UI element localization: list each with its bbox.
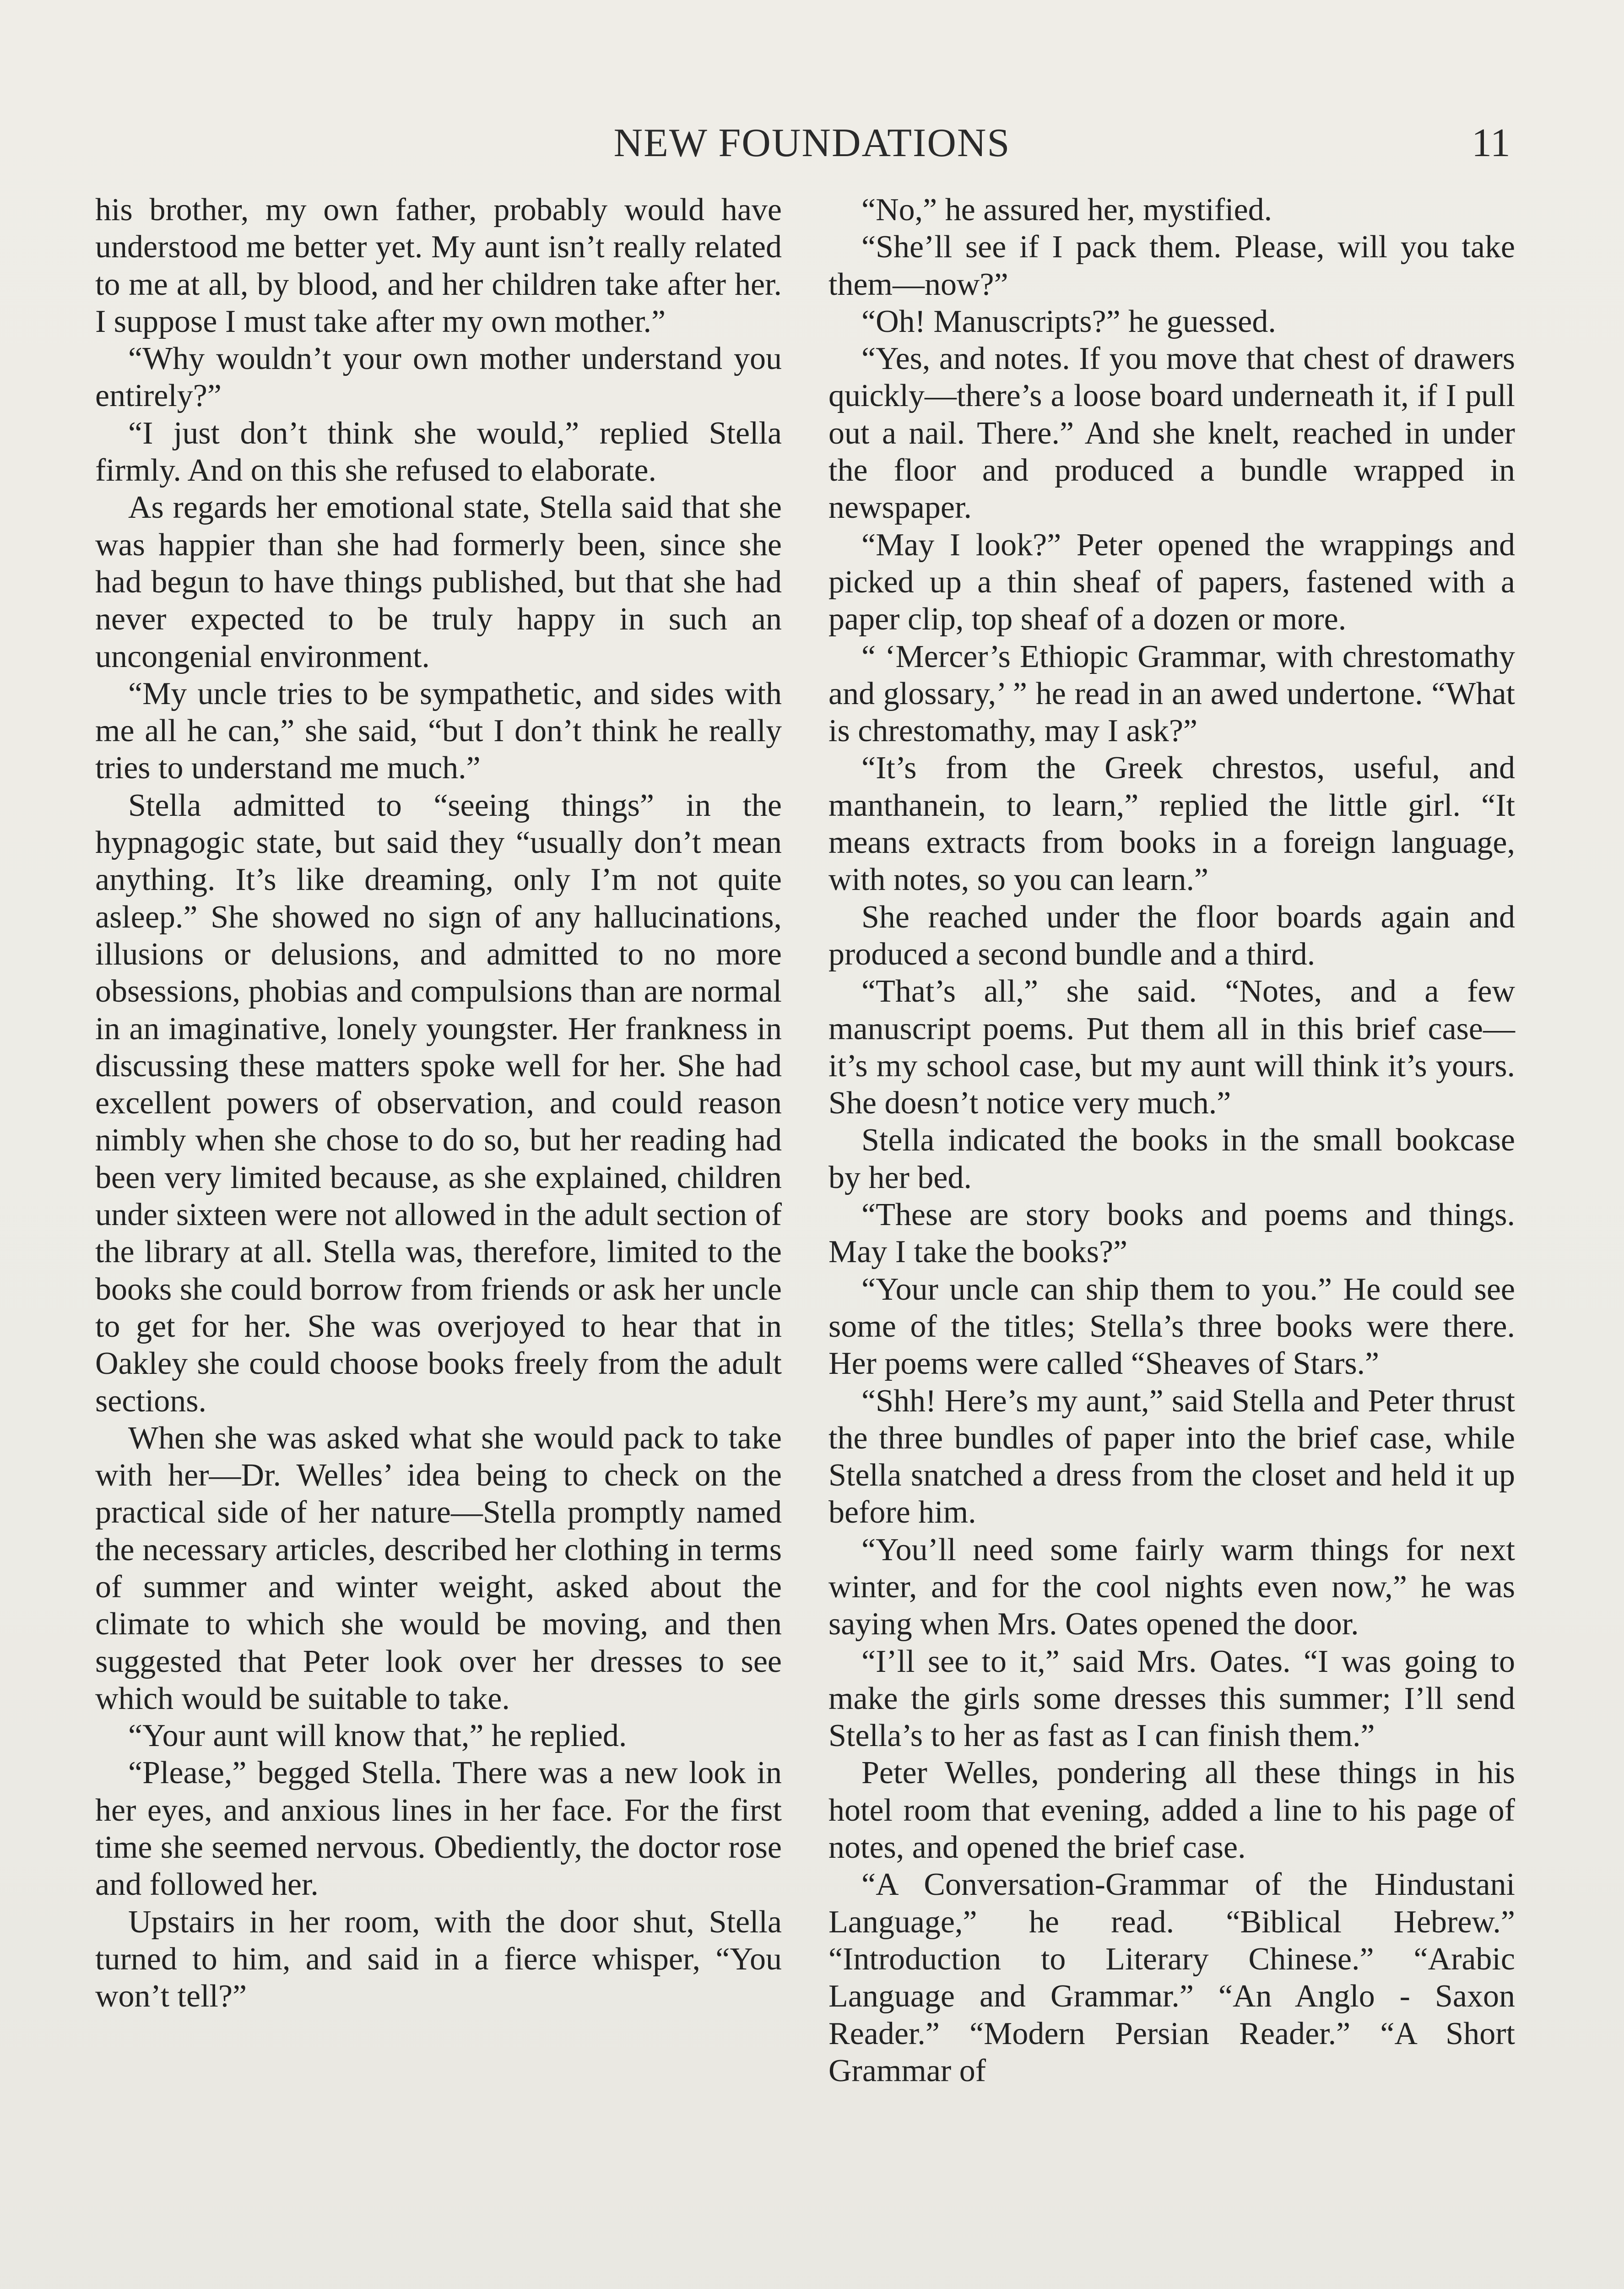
paragraph: “I’ll see to it,” said Mrs. Oates. “I was going to make the girls some dresses this summer; I’ll send Stella’s to her as fast as I can finish them.” [828, 1644, 1515, 1754]
paragraph: “May I look?” Peter opened the wrappings and picked up a thin sheaf of papers, fastened with a paper clip, top sheaf of a dozen or more. [828, 527, 1515, 637]
paragraph: “I just don’t think she would,” replied Stella firmly. And on this she refused to elaborate. [95, 415, 782, 488]
paragraph: “That’s all,” she said. “Notes, and a few manuscript poems. Put them all in this brief case—it’s my school case, but my aunt will think it’s yours. She doesn’t notice very much.” [828, 974, 1515, 1121]
right-column [828, 191, 1515, 2089]
left-column [95, 191, 782, 2015]
page-number: 11 [1472, 121, 1510, 165]
paragraph: “My uncle tries to be sympathetic, and sides with me all he can,” she said, “but I don’t think he really tries to understand me much.” [95, 676, 782, 786]
paragraph: Stella indicated the books in the small bookcase by her bed. [828, 1123, 1515, 1195]
paragraph: Peter Welles, pondering all these things in his hotel room that evening, added a line to his page of notes, and opened the brief case. [828, 1755, 1515, 1866]
paragraph: “She’ll see if I pack them. Please, will you take them—now?” [828, 229, 1515, 302]
paragraph: “Please,” begged Stella. There was a new look in her eyes, and anxious lines in her face. For the first time she seemed nervous. Obediently, the doctor rose and followed her. [95, 1755, 782, 1903]
paragraph: “These are story books and poems and things. May I take the books?” [828, 1197, 1515, 1270]
paragraph: his brother, my own father, probably would have understood me better yet. My aunt isn’t really related to me at all, by blood, and her children take after her. I suppose I must take after my own mother.” [95, 192, 782, 339]
paragraph: “Yes, and notes. If you move that chest of drawers quickly—there’s a loose board underneath it, if I pull out a nail. There.” And she knelt, reached in under the floor and produced a bundle wrapped in newspaper. [828, 341, 1515, 526]
paragraph: Upstairs in her room, with the door shut, Stella turned to him, and said in a fierce whisper, “You won’t tell?” [95, 1904, 782, 2014]
paragraph: “It’s from the Greek chrestos, useful, and manthanein, to learn,” replied the little girl. “It means extracts from books in a foreign language, with notes, so you can learn.” [828, 750, 1515, 898]
paragraph: “Your uncle can ship them to you.” He could see some of the titles; Stella’s three books were there. Her poems were called “Sheaves of Stars.” [828, 1271, 1515, 1382]
running-header-title: NEW FOUNDATIONS [613, 121, 1011, 165]
paragraph: “ ‘Mercer’s Ethiopic Grammar, with chrestomathy and glossary,’ ” he read in an awed undertone. “What is chrestomathy, may I ask?” [828, 639, 1515, 749]
paragraph: When she was asked what she would pack to take with her—Dr. Welles’ idea being to check on the practical side of her nature—Stella promptly named the necessary articles, described her clothing in terms of summer and winter weight, asked about the climate to which she would be moving, and then suggested that Peter look over her dresses to see which would be suitable to take. [95, 1420, 782, 1716]
paragraph: “Why wouldn’t your own mother understand you entirely?” [95, 341, 782, 414]
paragraph: “Oh! Manuscripts?” he guessed. [861, 304, 1276, 339]
paragraph: She reached under the floor boards again and produced a second bundle and a third. [828, 899, 1515, 972]
paragraph: “No,” he assured her, mystified. [861, 192, 1272, 228]
paragraph: Stella admitted to “seeing things” in the hypnagogic state, but said they “usually don’t mean anything. It’s like dreaming, only I’m not quite asleep.” She showed no sign of any hallucinations, illusions or delusions, and admitted to no more obsessions, phobias and compulsions than are normal in an imaginative, lonely youngster. Her frankness in discussing these matters spoke well for her. She had excellent powers of observation, and could reason nimbly when she chose to do so, but her reading had been very limited because, as she explained, children under sixteen were not allowed in the adult section of the library at all. Stella was, therefore, limited to the books she could borrow from friends or ask her uncle to get for her. She was overjoyed to hear that in Oakley she could choose books freely from the adult sections. [95, 787, 782, 1419]
paragraph: “You’ll need some fairly warm things for next winter, and for the cool nights even now,” he was saying when Mrs. Oates opened the door. [828, 1532, 1515, 1642]
paragraph: “A Conversation-Grammar of the Hindustani Language,” he read. “Biblical Hebrew.” “Introduction to Literary Chinese.” “Arabic Language and Grammar.” “An Anglo - Saxon Reader.” “Modern Persian Reader.” “A Short Grammar of [828, 1867, 1515, 2088]
paragraph: “Shh! Here’s my aunt,” said Stella and Peter thrust the three bundles of paper into the brief case, while Stella snatched a dress from the closet and held it up before him. [828, 1383, 1515, 1530]
paragraph: “Your aunt will know that,” he replied. [128, 1718, 627, 1754]
paragraph: As regards her emotional state, Stella said that she was happier than she had formerly been, since she had begun to have things published, but that she had never expected to be truly happy in such an uncongenial environment. [95, 490, 782, 674]
